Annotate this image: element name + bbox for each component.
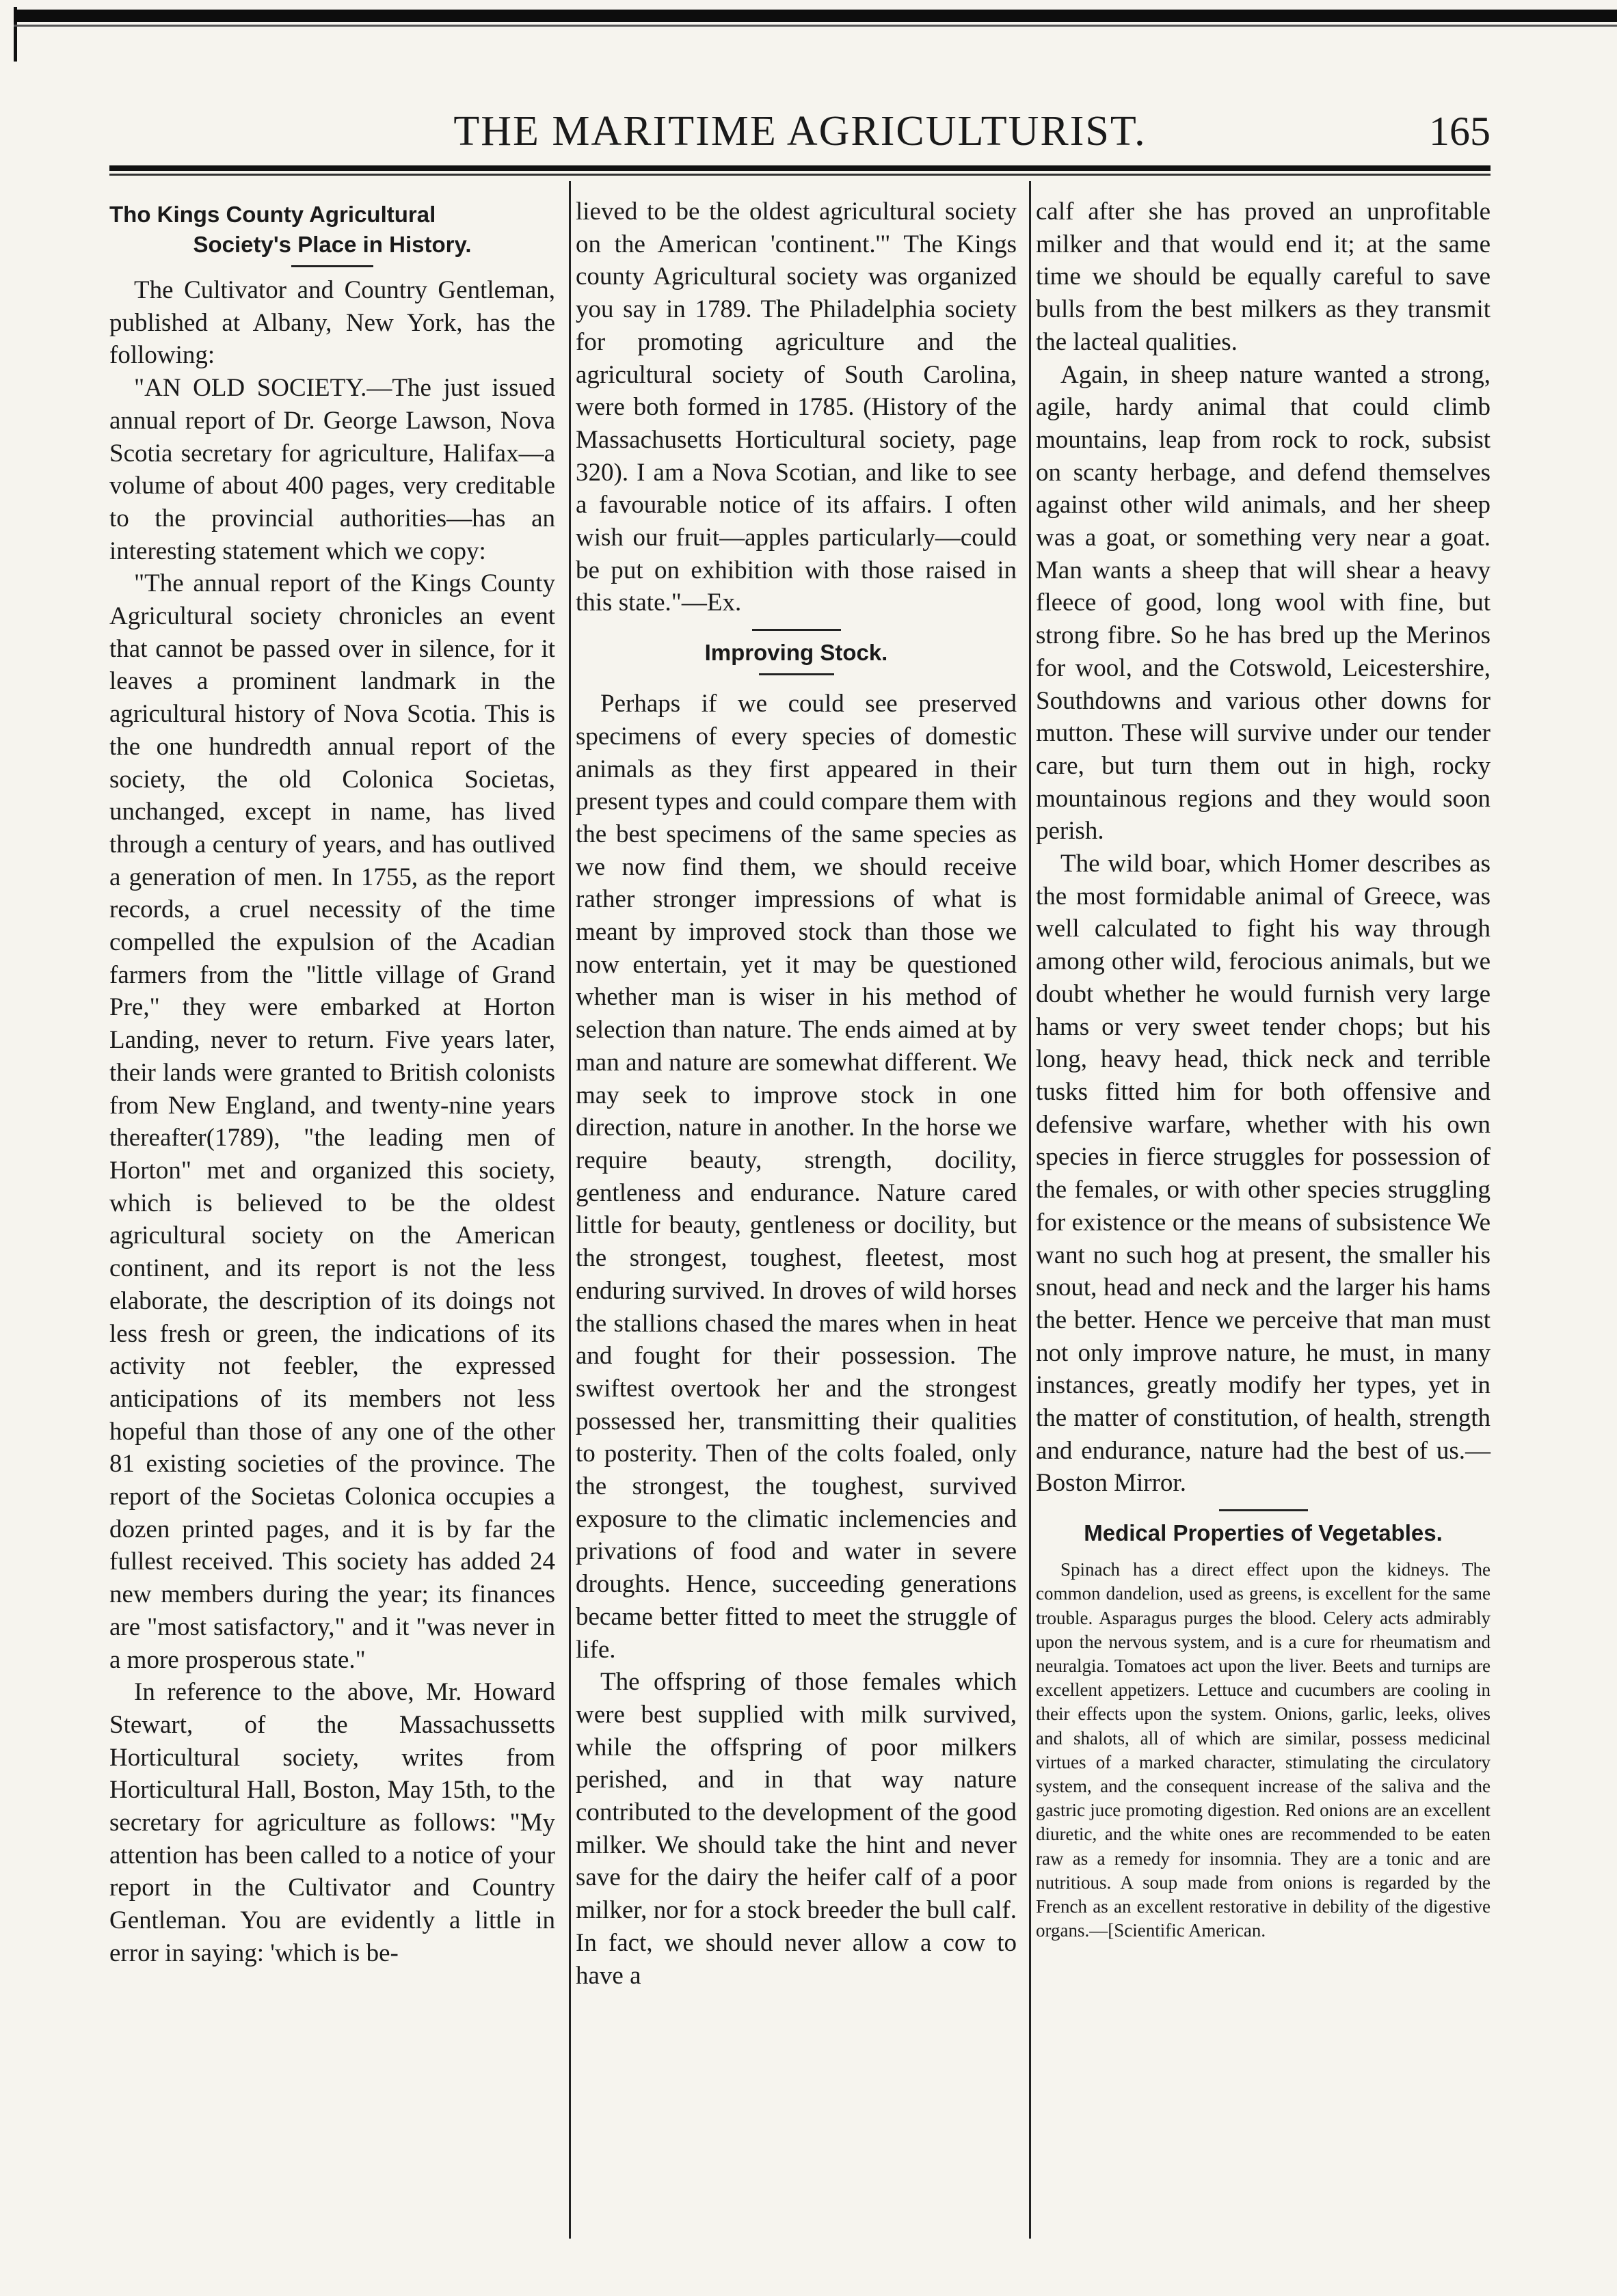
- column-divider-2: [1029, 181, 1031, 2239]
- article-heading-kings-county: [109, 200, 555, 260]
- top-border-rule: [14, 10, 1617, 22]
- top-border-rule-thin: [14, 25, 1617, 27]
- article-heading-improving-stock: Improving Stock.: [704, 640, 888, 666]
- heading-rule: [759, 673, 834, 675]
- page-number: 165: [1429, 109, 1491, 154]
- heading-line-2: Society's Place in History.: [193, 232, 472, 257]
- paragraph: lieved to be the oldest agricultural society on the American 'continent.'" The Kings county Agricultural society was organized you say in 1789. The Philadelphia society for promoting agriculture and the agricultural society of South Carolina, were both formed in 1785. (History of the Massachusetts Horticultural society, page 320). I am a Nova Scotian, and like to see a favourable notice of its affairs. I often wish our fruit—apples particularly—could be put on exhibition with those raised in this state."—Ex.: [576, 198, 1017, 617]
- column-3: [1036, 185, 1491, 1943]
- section-rule: [1219, 1509, 1308, 1511]
- column-divider-1: [569, 181, 571, 2239]
- publication-title: THE MARITIME AGRICULTURIST.: [453, 108, 1147, 154]
- paragraph: The offspring of those females which were best supplied with milk survived, while the offspring of poor milkers perished, and in that way nature contributed to the development of the good milker. We should take the hint and never save for the dairy the heifer calf of a poor milker, nor for a stock breeder the bull calf. In fact, we should never allow a cow to have a: [576, 1668, 1017, 1990]
- heading-rule: [291, 265, 373, 267]
- paragraph: In reference to the above, Mr. Howard Stewart, of the Massachussetts Horticultural society, writes from Horticultural Hall, Boston, May 15th, to the secretary for agriculture as follows: "My attention has been called to a notice of your report in the Cultivator and Country Gentleman. You are evidently a little in error in saying: 'which is be-: [109, 1678, 555, 1967]
- paragraph: Perhaps if we could see preserved specimens of every species of domestic animals as they first appeared in their present types and could compare them with the best specimens of the same species as we now find them, we should receive rather stronger impressions of what is meant by improved stock than those we now entertain, yet it may be questioned whether man is wiser in his method of selection than nature. The ends aimed at by man and nature are somewhat different. We may seek to improve stock in one direction, nature in another. In the horse we require beauty, strength, docility, gentleness and endurance. Nature cared little for beauty, gentleness or docility, but the strongest, toughest, fleetest, most enduring survived. In droves of wild horses the stallions chased the mares when in heat and fought for their possession. The swiftest overtook her and the strongest possessed her, transmitting their qualities to posterity. Then of the colts foaled, only the strongest, the toughest, survived exposure to the climatic inclemencies and privations of food and water in severe droughts. Hence, succeeding generations became better fitted to meet the struggle of life.: [576, 690, 1017, 1664]
- paragraph: "The annual report of the Kings County Agricultural society chronicles an event that cannot be passed over in silence, for it leaves a prominent landmark in the agricultural history of Nova Scotia. This is the one hundredth annual report of the society, the old Colonica Societas, unchanged, except in name, has lived through a century of years, and has outlived a generation of men. In 1755, as the report records, a cruel necessity of the time compelled the expulsion of the Acadian farmers from the "little village of Grand Pre," they were embarked at Horton Landing, never to return. Five years later, their lands were granted to British colonists from New England, and twenty-nine years thereafter(1789), "the leading men of Horton" met and organized this society, which is believed to be the oldest agricultural society on the American continent, and its report is not the less elaborate, the description of its doings not less fresh or green, the indications of its activity not feebler, the expressed anticipations of its members not less hopeful than those of any one of the other 81 existing societies of the province. The report of the Societas Colonica occupies a dozen printed pages, and it is by far the fullest received. This society has added 24 new members during the year; its finances are "most satisfactory," and it "was never in a more prosperous state.": [109, 569, 555, 1674]
- section-rule: [752, 629, 841, 631]
- header-rule-thin: [109, 174, 1491, 176]
- paragraph: Again, in sheep nature wanted a strong, agile, hardy animal that could climb mountains, leap from rock to rock, subsist on scanty herbage, and defend themselves against other wild animals, and her sheep was a goat, or something very near a goat. Man wants a sheep that will shear a heavy fleece of good, long wool with fine, but strong fibre. So he has bred up the Merinos for wool, and the Cotswold, Leicestershire, Southdowns and various other downs for mutton. These will survive under our tender care, but turn them out in high, rocky mountainous regions and they would soon perish.: [1036, 360, 1491, 846]
- column-2: [576, 185, 1017, 1992]
- paragraph: The wild boar, which Homer describes as the most formidable animal of Greece, was well calculated to fight his way through among other wild, ferocious animals, but we doubt whether he would furnish very large hams or very sweet tender chops; but his long, heavy head, thick neck and terrible tusks fitted him for both offensive and defensive warfare, whether with his own species in fierce struggles for possession of the females, or with other species struggling for existence or the means of subsistence We want no such hog at present, the smaller his snout, head and neck and the larger his hams the better. Hence we perceive that man must not only improve nature, he must, in many instances, greatly modify her types, yet in the matter of constitution, of health, strength and endurance, nature had the best of us.—Boston Mirror.: [1036, 850, 1491, 1498]
- paragraph: "AN OLD SOCIETY.—The just issued annual report of Dr. George Lawson, Nova Scotia secretary for agriculture, Halifax—a volume of about 400 pages, very creditable to the provincial authorities—has an interesting statement which we copy:: [109, 374, 555, 565]
- column-1: [109, 185, 555, 1970]
- heading-line-1: Tho Kings County Agricultural: [109, 202, 436, 227]
- paragraph: Spinach has a direct effect upon the kidneys. The common dandelion, used as greens, is excellent for the same trouble. Asparagus purges the blood. Celery acts admirably upon the nervous system, and is a cure for rheumatism and neuralgia. Tomatoes act upon the liver. Beets and turnips are excellent appetizers. Lettuce and cucumbers are cooling in their effects upon the system. Onions, garlic, leeks, olives and shalots, all of which are similar, possess medicinal virtues of a marked character, stimulating the circulatory system, and the consequent increase of the saliva and the gastric juce promoting digestion. Red onions are an excellent diuretic, and the white ones are recommended to be eaten raw as a remedy for insomnia. They are a tonic and are nutritious. A soup made from onions is regarded by the French as an excellent restorative in debility of the digestive organs.—[Scientific American.: [1036, 1559, 1491, 1941]
- article-heading-medical-properties: Medical Properties of Vegetables.: [1084, 1520, 1443, 1546]
- paragraph: The Cultivator and Country Gentleman, published at Albany, New York, has the following:: [109, 276, 555, 370]
- paragraph: calf after she has proved an unprofitable milker and that would end it; at the same time we should be equally careful to save bulls from the best milkers as they transmit the lacteal qualities.: [1036, 198, 1491, 356]
- page-header: [109, 104, 1491, 159]
- header-rule: [109, 165, 1491, 171]
